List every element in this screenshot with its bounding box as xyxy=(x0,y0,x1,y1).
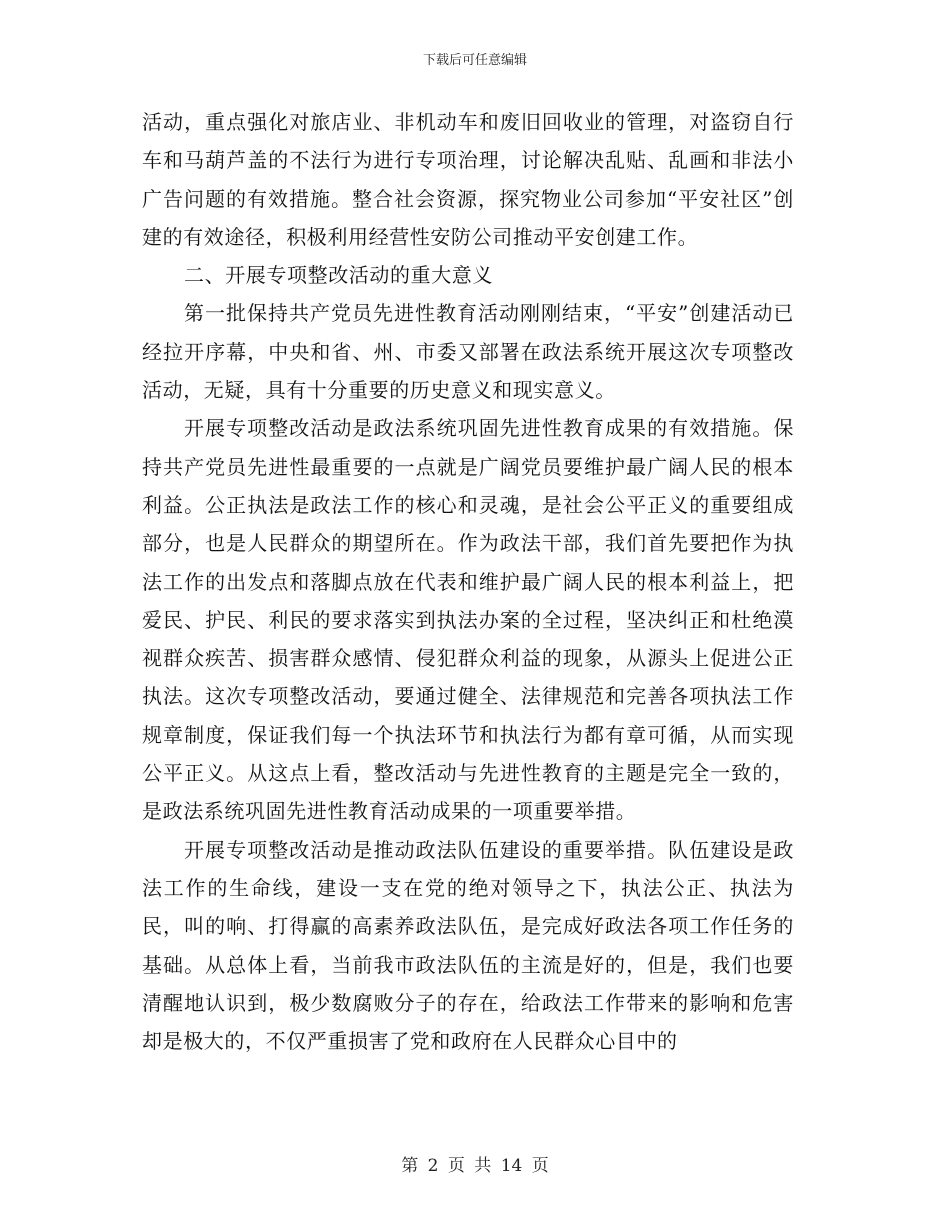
document-body xyxy=(142,103,794,1060)
page-number: 第 2 页 共 14 页 xyxy=(401,1156,549,1176)
paragraph-1: 活动，重点强化对旅店业、非机动车和废旧回收业的管理，对盗窃自行车和马葫芦盖的不法行为进行专项治理，讨论解决乱贴、乱画和非法小广告问题的有效措施。整合社会资源，探究物业公司参加“平安社区”创建的有效途径，积极利用经营性安防公司推动平安创建工作。 xyxy=(142,110,794,249)
paragraph-4: 开展专项整改活动是推动政法队伍建设的重要举措。队伍建设是政法工作的生命线，建设一支在党的绝对领导之下，执法公正、执法为民，叫的响、打得赢的高素养政法队伍，是完成好政法各项工作任务的基础。从总体上看，当前我市政法队伍的主流是好的，但是，我们也要清醒地认识到，极少数腐败分子的存在，给政法工作带来的影响和危害却是极大的，不仅严重损害了党和政府在人民群众心目中的 xyxy=(142,837,794,1054)
paragraph-2: 第一批保持共产党员先进性教育活动刚刚结束，“平安”创建活动已经拉开序幕，中央和省、州、市委又部署在政法系统开展这次专项整改活动，无疑，具有十分重要的历史意义和现实意义。 xyxy=(142,301,794,403)
paragraph-3: 开展专项整改活动是政法系统巩固先进性教育成果的有效措施。保持共产党员先进性最重要的一点就是广阔党员要维护最广阔人民的根本利益。公正执法是政法工作的核心和灵魂，是社会公平正义的重要组成部分，也是人民群众的期望所在。作为政法干部，我们首先要把作为执法工作的出发点和落脚点放在代表和维护最广阔人民的根本利益上，把爱民、护民、利民的要求落实到执法办案的全过程，坚决纠正和杜绝漠视群众疾苦、损害群众感情、侵犯群众利益的现象，从源头上促进公正执法。这次专项整改活动，要通过健全、法律规范和完善各项执法工作规章制度，保证我们每一个执法环节和执法行为都有章可循，从而实现公平正义。从这点上看，整改活动与先进性教育的主题是完全一致的，是政法系统巩固先进性教育活动成果的一项重要举措。 xyxy=(142,416,794,824)
section-heading: 二、开展专项整改活动的重大意义 xyxy=(184,263,493,288)
header-note: 下载后可任意编辑 xyxy=(422,53,527,68)
page-header xyxy=(0,53,950,69)
page-footer xyxy=(0,1156,950,1176)
